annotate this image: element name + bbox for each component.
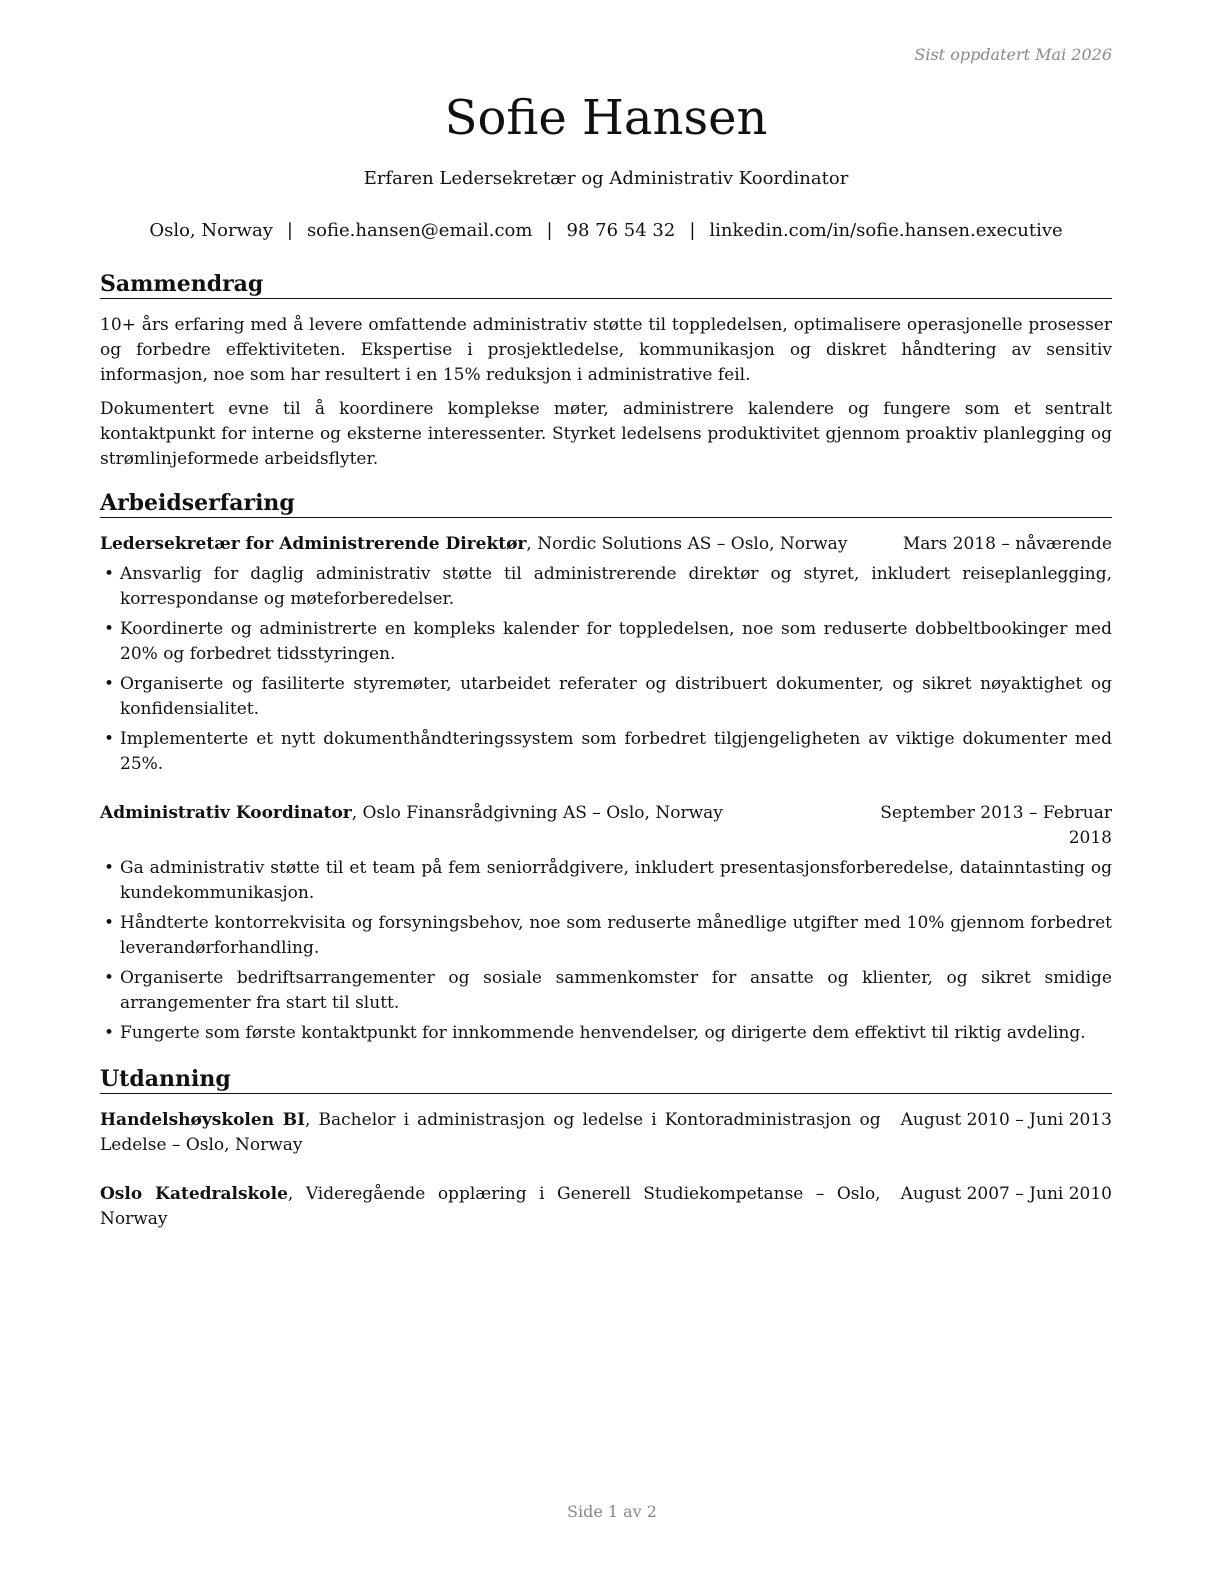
job-header — [100, 532, 1112, 557]
candidate-title: Erfaren Ledersekretær og Administrativ Koordinator — [363, 168, 849, 189]
contact-line — [100, 220, 1112, 241]
bullet-icon: • — [104, 729, 115, 749]
education-dates: August 2007 – Juni 2010 — [900, 1184, 1112, 1204]
summary-paragraph: Dokumentert evne til å koordinere komplekse møter, administrere kalendere og fungere som et sentralt kontaktpunkt for interne og eksterne interessenter. Styrket ledelsens produktivitet gjennom proaktiv planlegging og strømlinjeformede arbeidsflyter. — [100, 399, 1112, 469]
education-entry — [100, 1182, 1112, 1232]
job-bullets — [100, 562, 1112, 777]
job-header — [100, 801, 1112, 851]
experience-heading: Arbeidserfaring — [100, 489, 1112, 518]
last-updated: Sist oppdatert Mai 2026 — [914, 45, 1112, 64]
list-item: • Fungerte som første kontaktpunkt for innkommende henvendelser, og dirigerte dem effektivt til riktig avdeling. — [100, 1021, 1112, 1046]
bullet-icon: • — [104, 619, 115, 639]
degree-details: , Videregående opplæring i Generell Studiekompetanse – Oslo, Norway — [100, 1184, 881, 1229]
job-bullets — [100, 856, 1112, 1046]
contact-separator: | — [689, 220, 696, 241]
summary-paragraph: 10+ års erfaring med å levere omfattende administrativ støtte til toppledelsen, optimalisere operasjonelle prosesser og forbedre effektiviteten. Ekspertise i prosjektledelse, kommunikasjon og diskret håndtering av sensitiv informasjon, noe som har resultert i en 15% reduksjon i administrative feil. — [100, 315, 1112, 385]
contact-email[interactable]: sofie.hansen@email.com — [306, 220, 533, 241]
list-item: • Ansvarlig for daglig administrativ støtte til administrerende direktør og styret, inkludert reiseplanlegging, korrespondanse og møteforberedelser. — [104, 564, 1112, 609]
job-dates: Mars 2018 – nåværende — [902, 534, 1112, 554]
summary-section — [100, 270, 1112, 472]
candidate-name: Sofie Hansen — [444, 90, 768, 146]
list-item: • Ga administrativ støtte til et team på fem seniorrådgivere, inkludert presentasjonsforberedelse, datainntasting og kundekommunikasjon. — [104, 858, 1112, 903]
experience-section — [100, 489, 1112, 1046]
education-heading: Utdanning — [100, 1065, 1112, 1094]
contact-separator: | — [546, 220, 553, 241]
list-item: • Implementerte et nytt dokumenthåndteringssystem som forbedret tilgjengeligheten av viktige dokumenter med 25%. — [104, 729, 1112, 774]
bullet-icon: • — [104, 913, 115, 933]
bullet-icon: • — [104, 858, 115, 878]
degree-details: , Bachelor i administrasjon og ledelse i Kontoradministrasjon og Ledelse – Oslo, Norway — [100, 1110, 881, 1155]
contact-phone: 98 76 54 32 — [566, 220, 676, 241]
bullet-icon: • — [104, 674, 115, 694]
page-number: Side 1 av 2 — [567, 1502, 657, 1521]
list-item: • Organiserte og fasiliterte styremøter, utarbeidet referater og distribuert dokumenter, og sikret nøyaktighet og konfidensialitet. — [104, 674, 1112, 719]
contact-separator: | — [286, 220, 293, 241]
job-details: , Nordic Solutions AS – Oslo, Norway — [526, 534, 848, 554]
bullet-icon: • — [104, 1023, 115, 1043]
school-name: Oslo Katedralskole — [100, 1184, 288, 1204]
bullet-icon: • — [104, 968, 115, 988]
education-entry — [100, 1108, 1112, 1158]
job-role: Ledersekretær for Administrerende Direktør — [100, 534, 527, 554]
job-details: , Oslo Finansrådgivning AS – Oslo, Norway — [351, 803, 723, 823]
job-dates: September 2013 – Februar 2018 — [880, 803, 1112, 848]
job-entry — [100, 801, 1112, 1046]
bullet-icon: • — [104, 564, 115, 584]
list-item: • Håndterte kontorrekvisita og forsyningsbehov, noe som reduserte månedlige utgifter med 10% gjennom forbedret leverandørforhandling. — [104, 913, 1112, 958]
job-role: Administrativ Koordinator — [100, 803, 352, 823]
contact-linkedin[interactable]: linkedin.com/in/sofie.hansen.executive — [709, 220, 1063, 241]
list-item: • Organiserte bedriftsarrangementer og sosiale sammenkomster for ansatte og klienter, og sikret smidige arrangementer fra start til slutt. — [104, 968, 1112, 1013]
education-dates: August 2010 – Juni 2013 — [900, 1110, 1112, 1130]
list-item: • Koordinerte og administrerte en kompleks kalender for toppledelsen, noe som reduserte dobbeltbookinger med 20% og forbedret tidsstyringen. — [104, 619, 1112, 664]
school-name: Handelshøyskolen BI — [100, 1110, 306, 1130]
contact-location: Oslo, Norway — [149, 220, 273, 241]
education-section — [100, 1065, 1112, 1232]
job-entry — [100, 532, 1112, 777]
summary-heading: Sammendrag — [100, 270, 1112, 299]
